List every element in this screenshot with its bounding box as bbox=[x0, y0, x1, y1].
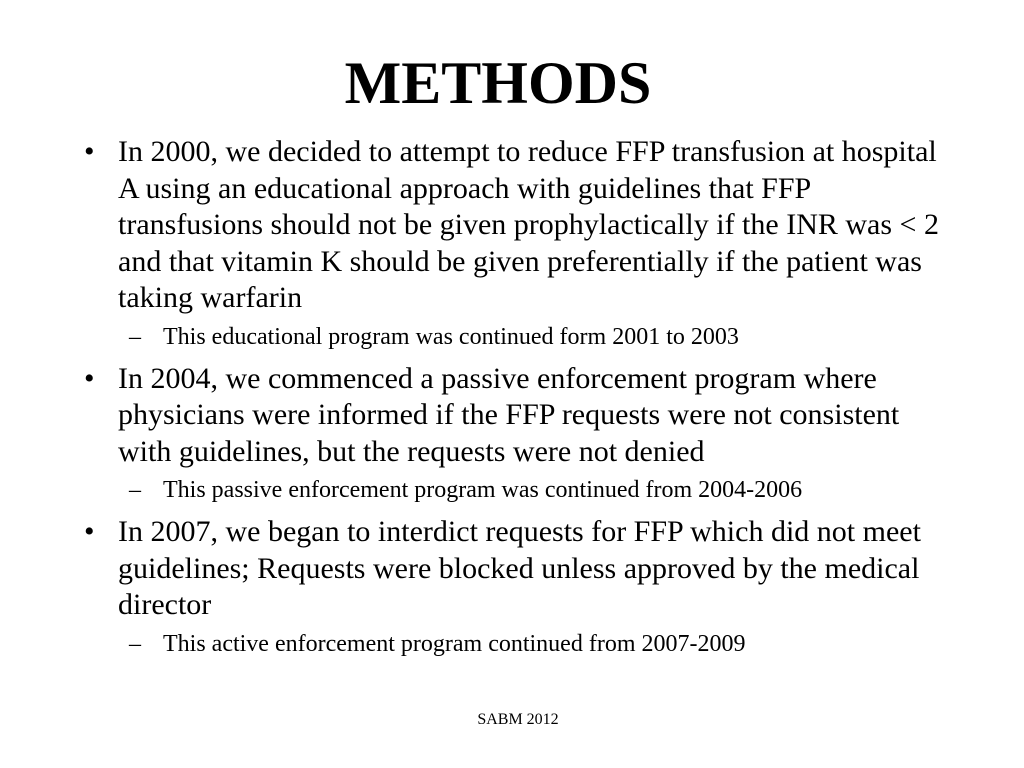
bullet-list bbox=[78, 134, 958, 668]
bullet-item bbox=[78, 134, 958, 317]
bullet-marker: • bbox=[84, 135, 95, 168]
bullet-text: In 2007, we began to interdict requests for FFP which did not meet guidelines; Requests were blocked unless approved by the medical director bbox=[118, 515, 921, 621]
sub-bullet-text: This educational program was continued form 2001 to 2003 bbox=[163, 323, 739, 350]
sub-bullet-marker: – bbox=[129, 477, 141, 503]
bullet-text: In 2004, we commenced a passive enforcement program where physicians were informed if the FFP requests were not consistent with guidelines, but the requests were not denied bbox=[118, 361, 900, 468]
slide-title: METHODS bbox=[344, 50, 652, 116]
sub-bullet-item bbox=[78, 323, 958, 351]
bullet-text: In 2000, we decided to attempt to reduce FFP transfusion at hospital A using an educational approach with guidelines that FFP transfusions should not be given prophylactically if the INR was < 2 and that vitamin K should be given preferentially if the patient was taking warfarin bbox=[118, 135, 939, 314]
sub-bullet-item bbox=[78, 630, 958, 658]
bullet-marker: • bbox=[84, 515, 95, 548]
footer-text: SABM 2012 bbox=[477, 711, 559, 728]
bullet-item bbox=[78, 514, 958, 624]
sub-bullet-text: This passive enforcement program was continued from 2004-2006 bbox=[163, 477, 803, 503]
sub-bullet-text: This active enforcement program continued from 2007-2009 bbox=[163, 630, 746, 657]
bullet-marker: • bbox=[84, 361, 95, 395]
sub-bullet-item bbox=[78, 476, 958, 504]
sub-bullet-marker: – bbox=[129, 630, 141, 657]
sub-bullet-marker: – bbox=[129, 323, 141, 350]
bullet-item bbox=[78, 361, 958, 471]
